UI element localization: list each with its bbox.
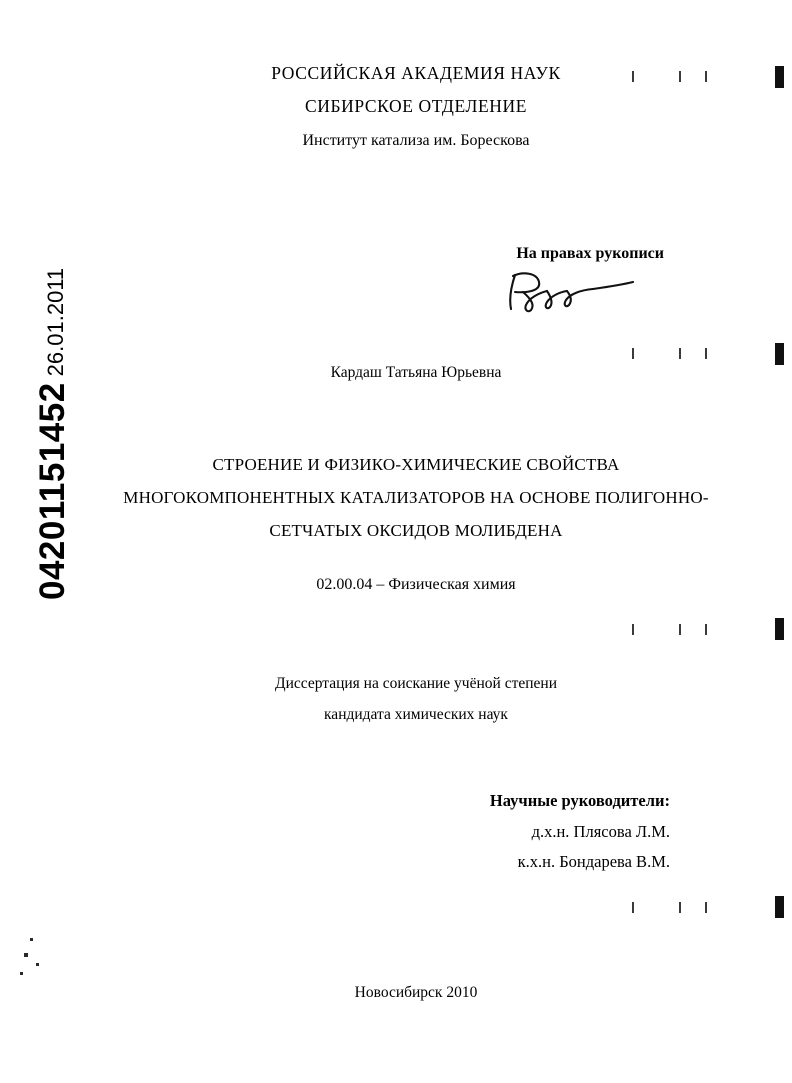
specialty-code: 02.00.04 – Физическая химия: [316, 576, 516, 593]
degree-line-1: Диссертация на соискание учёной степени: [275, 675, 557, 692]
degree-statement: [120, 668, 712, 730]
handwritten-signature: [497, 265, 657, 325]
institute-name: Институт катализа им. Борескова: [302, 132, 530, 149]
library-stamp: [10, 267, 72, 600]
dissertation-title: СТРОЕНИЕ И ФИЗИКО-ХИМИЧЕСКИЕ СВОЙСТВА МНОГОКОМПОНЕНТНЫХ КАТАЛИЗАТОРОВ НА ОСНОВЕ ПОЛИГОННО-СЕТЧАТЫХ ОКСИДОВ МОЛИБДЕНА: [123, 455, 709, 541]
organization-line-1: РОССИЙСКАЯ АКАДЕМИЯ НАУК: [271, 63, 561, 83]
stamp-number: 04201151452: [33, 382, 72, 600]
organization-block: [120, 63, 712, 150]
scan-speck: [24, 953, 28, 957]
scan-speck: [36, 963, 39, 966]
title-page-content: [120, 0, 712, 1083]
edge-mark: [775, 343, 784, 365]
advisor-2: к.х.н. Бондарева В.М.: [517, 852, 670, 872]
advisors-block: [490, 786, 670, 878]
manuscript-note: На правах рукописи: [516, 245, 664, 262]
edge-mark: [775, 896, 784, 918]
organization-line-2: СИБИРСКОЕ ОТДЕЛЕНИЕ: [304, 96, 528, 116]
edge-mark: [775, 66, 784, 88]
degree-line-2: кандидата химических наук: [324, 706, 508, 723]
advisor-1: д.х.н. Плясова Л.М.: [531, 821, 670, 841]
scan-speck: [30, 938, 33, 941]
edge-mark: [775, 618, 784, 640]
scan-speck: [20, 972, 23, 975]
stamp-date: 26.01.2011: [43, 267, 68, 377]
author-name: Кардаш Татьяна Юрьевна: [330, 364, 502, 381]
advisors-heading: Научные руководители:: [489, 791, 670, 810]
city-and-year: Новосибирск 2010: [354, 984, 478, 1001]
